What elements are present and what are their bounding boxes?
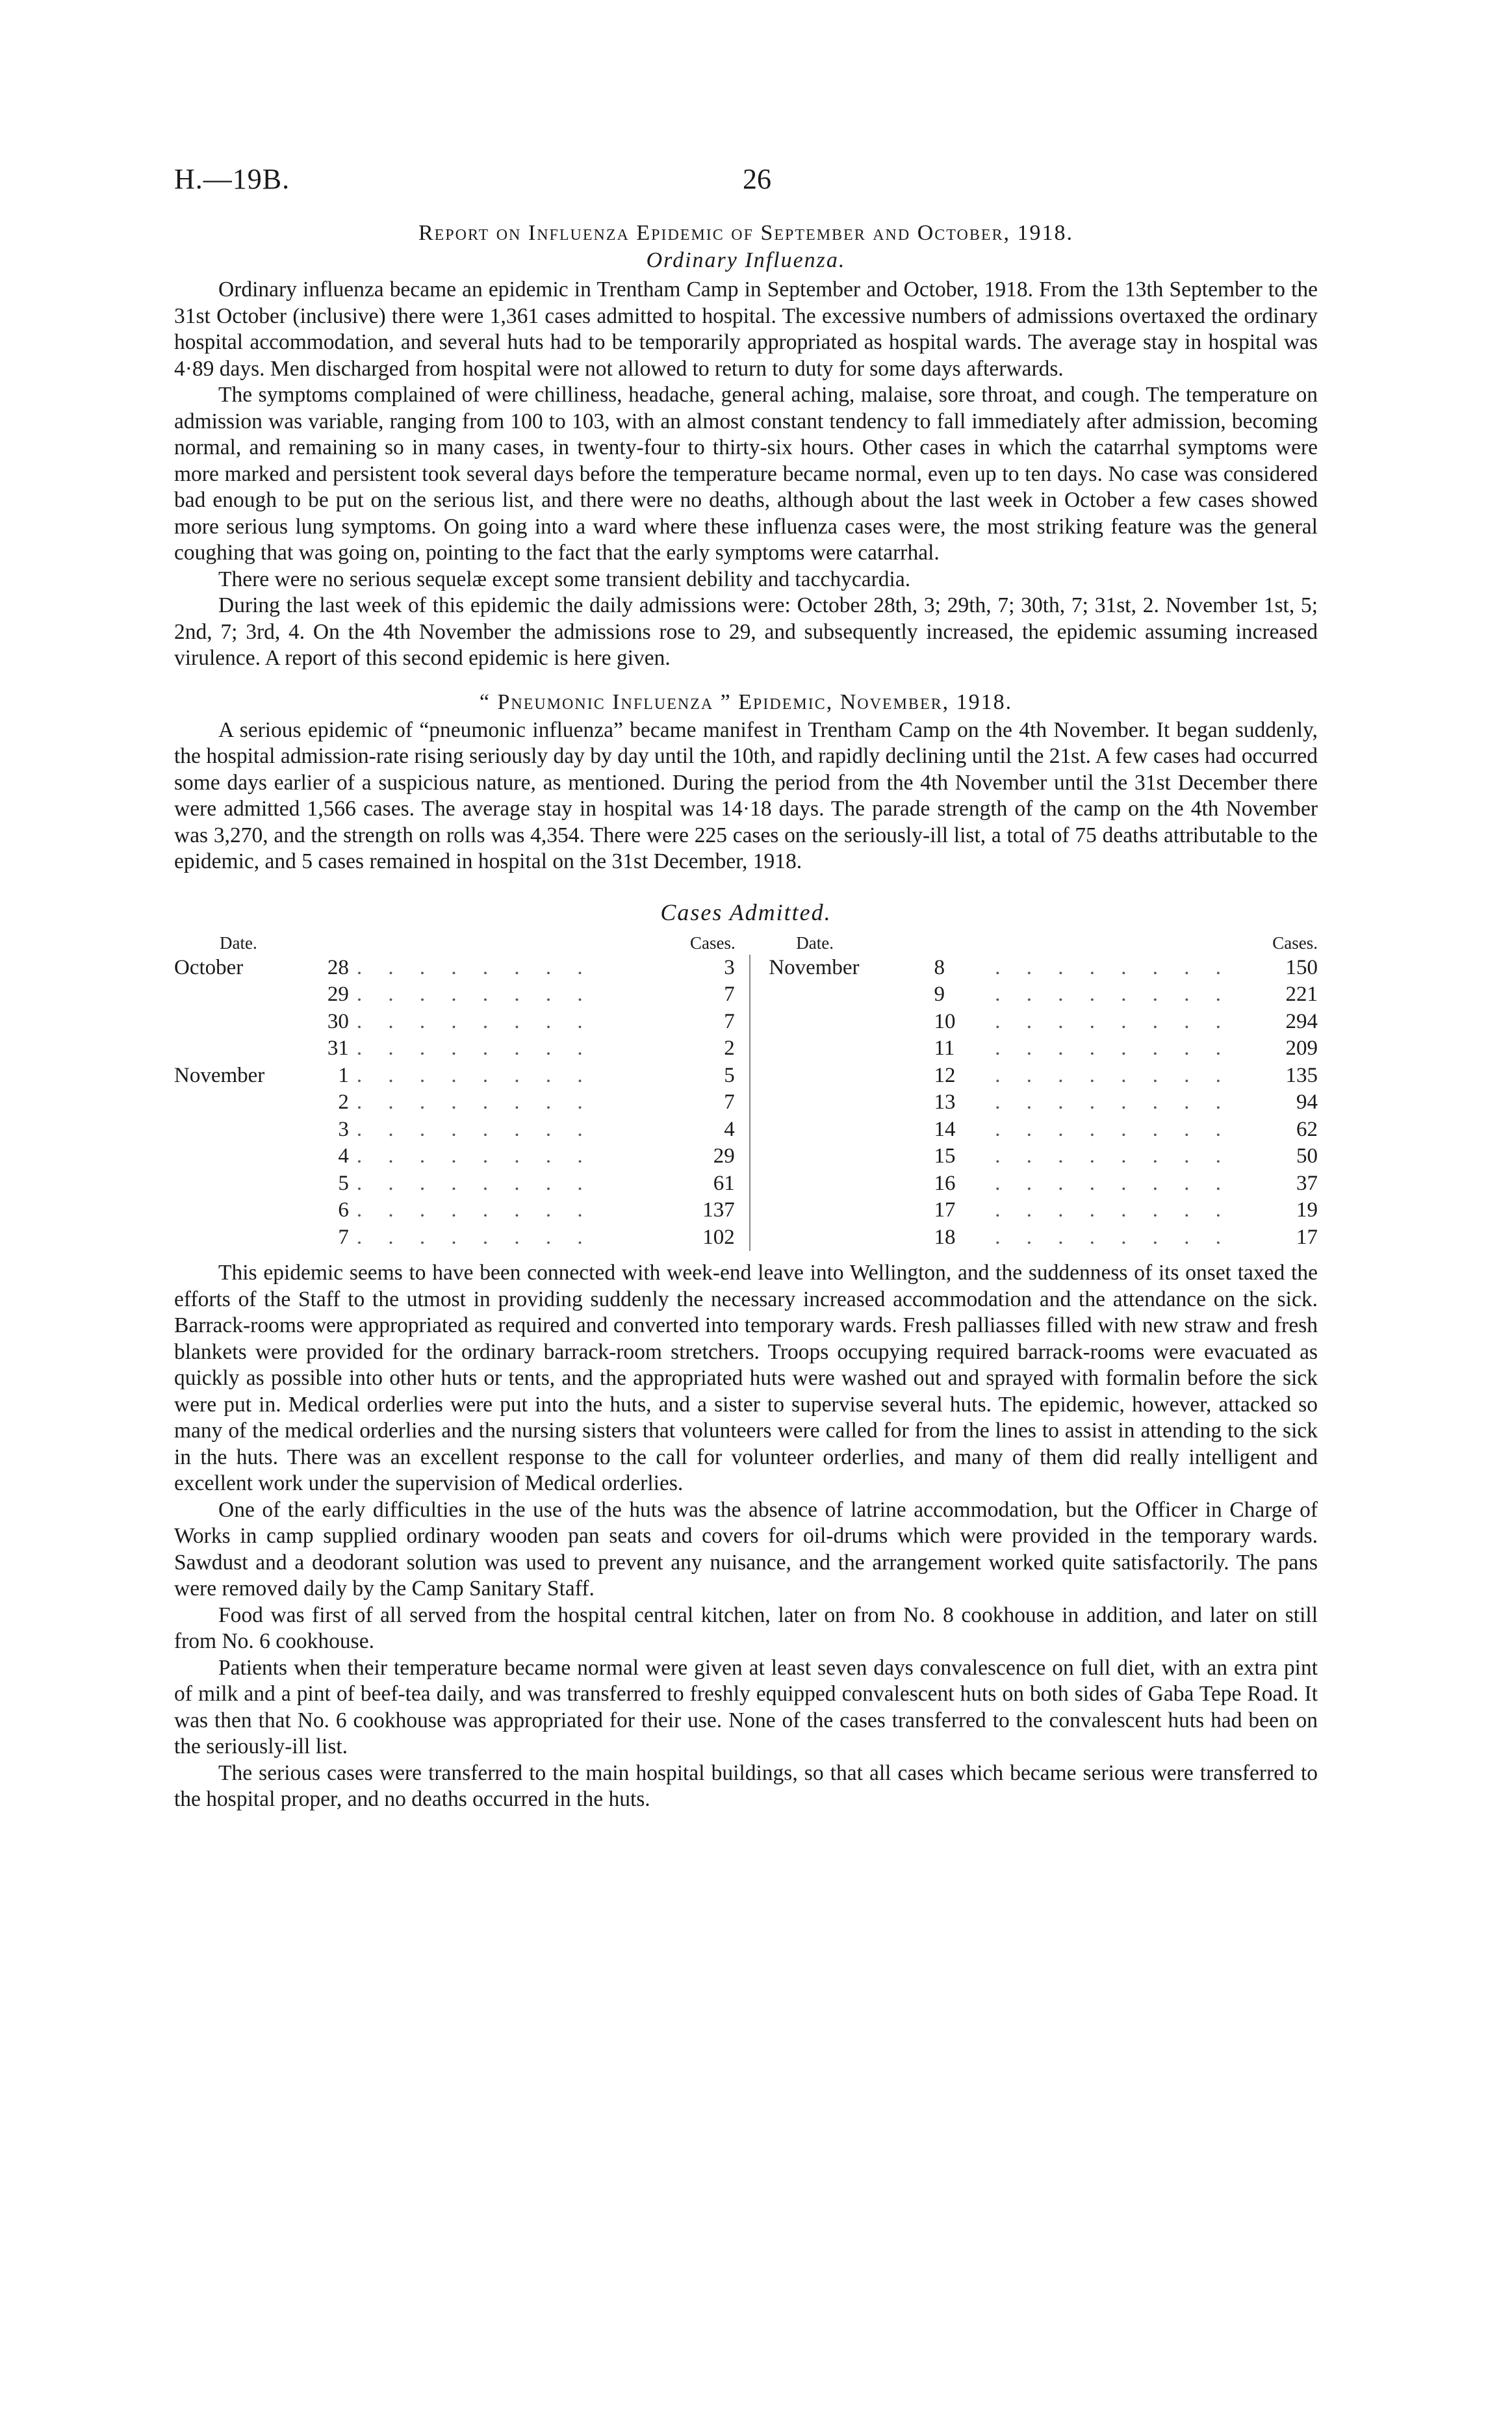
table-body — [174, 955, 1318, 1252]
cell-right-cases: 50 — [1296, 1144, 1318, 1168]
cell-left-month — [174, 981, 314, 1009]
cell-right-cases: 294 — [1285, 1009, 1318, 1033]
column-divider — [750, 1009, 756, 1036]
cell-left-day: 30 — [327, 1009, 349, 1033]
cell-right-month: November — [769, 955, 860, 979]
column-divider — [750, 1170, 756, 1198]
cell-right-day: 12 — [934, 1063, 956, 1087]
leader-dots: . . . . . . . . — [995, 1225, 1231, 1249]
paragraph: The serious cases were transferred to the main hospital buildings, so that all cases which became serious were transferred to the hospital proper, and no deaths occurred in the huts. — [174, 1760, 1318, 1811]
paragraph: A serious epidemic of “pneumonic influenza” became manifest in Trentham Camp on the 4th November. It began suddenly, the hospital admission-rate rising seriously day by day until the 10th, and rapidly declining until the 21st. A few cases had occurred some days earlier of a suspicious nature, as mentioned. During the period from the 4th November until the 31st December there were admitted 1,566 cases. The average stay in hospital was 14·18 days. The parade strength of the camp on the 4th November was 3,270, and the strength on rolls was 4,354. There were 225 cases on the seriously-ill list, a total of 75 deaths attributable to the epidemic, and 5 cases remained in hospital on the 31st December, 1918. — [174, 717, 1318, 873]
cell-right-cases: 62 — [1296, 1117, 1318, 1141]
page-number: 26 — [743, 163, 771, 195]
cell-left-cases: 2 — [724, 1036, 735, 1060]
cell-left-month — [174, 1224, 314, 1252]
paragraph: Food was first of all served from the hospital central kitchen, later on from No. 8 cookhouse in addition, and later on still from No. 6 cookhouse. — [174, 1603, 1318, 1653]
leader-dots: . . . . . . . . — [995, 1117, 1231, 1141]
report-title: Report on Influenza Epidemic of September and October, 1918. — [418, 221, 1074, 245]
column-header-cases: Cases. — [690, 933, 736, 953]
cell-right-cases: 17 — [1296, 1225, 1318, 1249]
table-row — [174, 1170, 1318, 1198]
cell-left-cases: 4 — [724, 1117, 735, 1141]
leader-dots: . . . . . . . . — [356, 1225, 593, 1249]
cell-left-cases: 102 — [702, 1225, 735, 1249]
leader-dots: . . . . . . . . — [356, 1117, 593, 1141]
cell-right-cases: 209 — [1285, 1036, 1318, 1060]
table-row — [174, 955, 1318, 982]
column-divider — [750, 1035, 756, 1062]
cell-right-day: 10 — [934, 1009, 956, 1033]
cell-left-month — [174, 1143, 314, 1170]
cell-left-cases: 7 — [724, 1090, 735, 1114]
paragraph: This epidemic seems to have been connected with week-end leave into Wellington, and the suddenness of its onset taxed the efforts of the Staff to the utmost in providing suddenly the necessary increased accommodation and the attendance on the sick. Barrack-rooms were appropriated as required and converted into temporary wards. Fresh palliasses filled with new straw and fresh blankets were provided for the ordinary barrack-room stretchers. Troops occupying required barrack-rooms were evacuated as quickly as possible into other huts or tents, and the appropriated huts were washed out and sprayed with formalin before the sick were put in. Medical orderlies were put into the huts, and a sister to supervise several huts. The epidemic, however, attacked so many of the medical orderlies and the nursing sisters that volunteers were called for from the lines to assist in attending to the sick in the huts. There was an excellent response to the call for volunteer orderlies, and many of them did really intelligent and excellent work under the supervision of Medical orderlies. — [174, 1261, 1318, 1495]
cell-right-month — [756, 1170, 934, 1198]
cell-right-day: 14 — [934, 1117, 956, 1141]
leader-dots: . . . . . . . . — [356, 1198, 593, 1222]
cell-left-day: 29 — [327, 983, 349, 1006]
column-header-date: Date. — [220, 933, 257, 953]
cases-admitted-table — [174, 931, 1318, 1252]
cell-left-cases: 61 — [713, 1171, 735, 1195]
leader-dots: . . . . . . . . — [356, 1144, 593, 1168]
paragraph: There were no serious sequelæ except some transient debility and tacchycardia. — [218, 567, 911, 591]
paragraph: Ordinary influenza became an epidemic in Trentham Camp in September and October, 1918. From the 13th September to the 31st October (inclusive) there were 1,361 cases admitted to hospital. The excessive numbers of admissions overtaxed the ordinary hospital accommodation, and several huts had to be temporarily appropriated as hospital wards. The average stay in hospital was 4·89 days. Men discharged from hospital were not allowed to return to duty for some days afterwards. — [174, 277, 1318, 381]
table-row — [174, 1143, 1318, 1170]
cell-left-month — [174, 1170, 314, 1198]
cell-left-day: 1 — [338, 1063, 349, 1087]
cell-right-month — [756, 1035, 934, 1062]
table-row — [174, 1116, 1318, 1144]
cell-right-cases: 135 — [1285, 1063, 1318, 1087]
leader-dots: . . . . . . . . — [356, 1009, 593, 1033]
cell-right-cases: 150 — [1285, 955, 1318, 979]
column-divider — [750, 1197, 756, 1224]
cell-left-day: 7 — [338, 1225, 349, 1249]
leader-dots: . . . . . . . . — [356, 955, 593, 979]
cell-left-day: 3 — [338, 1117, 349, 1141]
cell-right-month — [756, 1062, 934, 1090]
cell-left-day: 2 — [338, 1090, 349, 1114]
cell-right-cases: 37 — [1296, 1171, 1318, 1195]
leader-dots: . . . . . . . . — [356, 983, 593, 1006]
leader-dots: . . . . . . . . — [356, 1171, 593, 1195]
column-header-cases: Cases. — [1272, 933, 1318, 953]
cell-left-cases: 137 — [702, 1198, 735, 1222]
table-row — [174, 1197, 1318, 1224]
leader-dots: . . . . . . . . — [995, 1090, 1231, 1114]
cell-right-month — [756, 1116, 934, 1144]
section-title-pneumonic-influenza: “ Pneumonic Influenza ” Epidemic, November, 1918. — [479, 689, 1013, 714]
column-divider — [750, 1116, 756, 1144]
table-row — [174, 981, 1318, 1009]
cell-right-day: 16 — [934, 1171, 956, 1195]
cell-left-day: 5 — [338, 1171, 349, 1195]
leader-dots: . . . . . . . . — [356, 1090, 593, 1114]
cell-right-day: 18 — [934, 1225, 956, 1249]
table-title: Cases Admitted. — [660, 899, 832, 925]
cell-right-day: 13 — [934, 1090, 956, 1114]
cell-right-day: 9 — [934, 983, 945, 1006]
column-divider — [750, 955, 756, 982]
table-row — [174, 1089, 1318, 1116]
cell-left-month — [174, 1089, 314, 1116]
cell-left-day: 28 — [327, 955, 349, 979]
section-ordinary-influenza — [174, 277, 1318, 672]
leader-dots: . . . . . . . . — [995, 1144, 1231, 1168]
cell-right-day: 17 — [934, 1198, 956, 1222]
cell-left-month — [174, 1009, 314, 1036]
cell-left-day: 6 — [338, 1198, 349, 1222]
cell-left-month — [174, 1116, 314, 1144]
document-code: H.—19B. — [174, 163, 290, 195]
cell-right-cases: 221 — [1285, 983, 1318, 1006]
document-page — [174, 149, 1318, 1813]
leader-dots: . . . . . . . . — [995, 955, 1231, 979]
table-row — [174, 1224, 1318, 1252]
leader-dots: . . . . . . . . — [995, 1063, 1231, 1087]
cell-right-month — [756, 1143, 934, 1170]
cell-left-month — [174, 1197, 314, 1224]
leader-dots: . . . . . . . . — [995, 1198, 1231, 1222]
leader-dots: . . . . . . . . — [995, 983, 1231, 1006]
table-row — [174, 1009, 1318, 1036]
cell-right-month — [756, 1009, 934, 1036]
cell-left-month — [174, 1035, 314, 1062]
paragraph: During the last week of this epidemic the daily admissions were: October 28th, 3; 29th, 7; 30th, 7; 31st, 2. November 1st, 5; 2nd, 7; 3rd, 4. On the 4th November the admissions rose to 29, and subsequently increased, the epidemic assuming increased virulence. A report of this second epidemic is here given. — [174, 593, 1318, 670]
cell-right-month — [756, 1089, 934, 1116]
page-header — [174, 149, 1318, 201]
cell-left-cases: 7 — [724, 983, 735, 1006]
cell-right-cases: 19 — [1296, 1198, 1318, 1222]
cell-left-month: November — [174, 1063, 265, 1087]
cell-left-day: 4 — [338, 1144, 349, 1168]
cell-left-cases: 7 — [724, 1009, 735, 1033]
section-after-table — [174, 1260, 1318, 1813]
leader-dots: . . . . . . . . — [995, 1171, 1231, 1195]
column-divider — [750, 1224, 756, 1252]
section-pneumonic-influenza — [174, 717, 1318, 875]
cell-right-month — [756, 1224, 934, 1252]
column-divider — [750, 1062, 756, 1090]
leader-dots: . . . . . . . . — [356, 1063, 593, 1087]
cell-right-month — [756, 1197, 934, 1224]
column-header-date: Date. — [796, 933, 834, 953]
cell-right-month — [756, 981, 934, 1009]
paragraph: Patients when their temperature became normal were given at least seven days convalescence on full diet, with an extra pint of milk and a pint of beef-tea daily, and was transferred to freshly equipped convalescent huts on both sides of Gaba Tepe Road. It was then that No. 6 cookhouse was appropriated for their use. None of the cases transferred to the convalescent huts had been on the seriously-ill list. — [174, 1655, 1318, 1758]
cell-right-day: 15 — [934, 1144, 956, 1168]
column-divider — [750, 1089, 756, 1116]
leader-dots: . . . . . . . . — [356, 1036, 593, 1060]
cell-left-day: 31 — [327, 1036, 349, 1060]
table-row — [174, 1062, 1318, 1090]
table-header-row — [174, 931, 1318, 955]
column-divider — [750, 981, 756, 1009]
column-divider — [750, 1143, 756, 1170]
leader-dots: . . . . . . . . — [995, 1036, 1231, 1060]
cell-left-cases: 3 — [724, 955, 735, 979]
leader-dots: . . . . . . . . — [995, 1009, 1231, 1033]
cell-left-month: October — [174, 955, 244, 979]
cell-right-day: 8 — [934, 955, 945, 979]
paragraph: One of the early difficulties in the use of the huts was the absence of latrine accommodation, but the Officer in Charge of Works in camp supplied ordinary wooden pan seats and covers for oil-drums which were provided in the temporary wards. Sawdust and a deodorant solution was used to prevent any nuisance, and the arrangement worked quite satisfactorily. The pans were removed daily by the Camp Sanitary Staff. — [174, 1497, 1318, 1601]
cell-right-cases: 94 — [1296, 1090, 1318, 1114]
cell-right-day: 11 — [934, 1036, 955, 1060]
section-title-ordinary-influenza: Ordinary Influenza. — [646, 248, 846, 272]
table-row — [174, 1035, 1318, 1062]
cell-left-cases: 29 — [713, 1144, 735, 1168]
paragraph: The symptoms complained of were chilliness, headache, general aching, malaise, sore throat, and cough. The temperature on admission was variable, ranging from 100 to 103, with an almost constant tendency to fall immediately after admission, becoming normal, and remaining so in many cases, in twenty-four to thirty-six hours. Other cases in which the catarrhal symptoms were more marked and persistent took several days before the temperature became normal, even up to ten days. No case was considered bad enough to be put on the serious list, and there were no deaths, although about the last week in October a few cases showed more serious lung symptoms. On going into a ward where these influenza cases were, the most striking feature was the general coughing that was going on, pointing to the fact that the early symptoms were catarrhal. — [174, 383, 1318, 565]
cell-left-cases: 5 — [724, 1063, 735, 1087]
